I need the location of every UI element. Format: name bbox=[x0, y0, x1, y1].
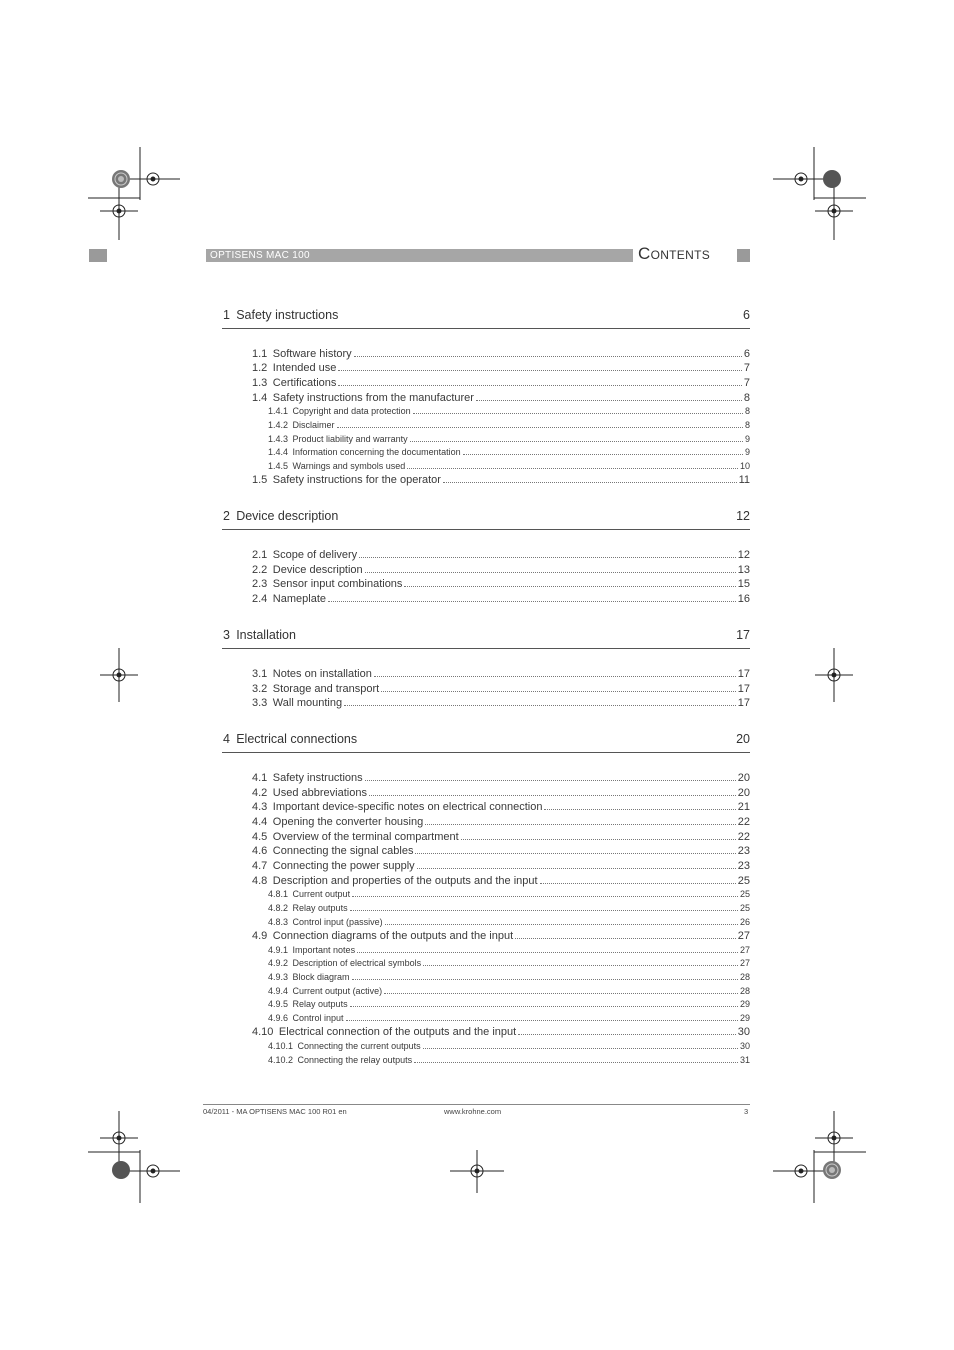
entry-title: Overview of the terminal compartment bbox=[272, 830, 459, 843]
entry-number: 3.2 bbox=[252, 682, 268, 695]
entry-title: Copyright and data protection bbox=[292, 406, 411, 417]
chapter-number: 4 bbox=[223, 732, 230, 747]
entry-number: 1.4.1 bbox=[268, 406, 289, 417]
entry-number: 4.1 bbox=[252, 771, 268, 784]
entry-title: Certifications bbox=[272, 377, 337, 390]
entry-page-number: 13 bbox=[737, 563, 750, 576]
chapter-number: 3 bbox=[223, 628, 230, 643]
entry-title: Connecting the current outputs bbox=[297, 1041, 421, 1052]
entry-number: 4.8.1 bbox=[268, 889, 289, 900]
entry-title: Relay outputs bbox=[292, 999, 348, 1010]
entry-title: Intended use bbox=[272, 362, 337, 375]
entry-title: Description and properties of the outputs and the input bbox=[272, 874, 538, 887]
entry-title: Wall mounting bbox=[272, 697, 343, 710]
entry-title: Used abbreviations bbox=[272, 786, 367, 799]
entry-number: 2.3 bbox=[252, 578, 268, 591]
entry-number: 1.4.3 bbox=[268, 433, 289, 444]
entry-page-number: 8 bbox=[744, 406, 750, 417]
entry-number: 2.2 bbox=[252, 563, 268, 576]
entry-title: Connecting the relay outputs bbox=[297, 1054, 413, 1065]
entry-number: 4.8 bbox=[252, 874, 268, 887]
entry-title: Software history bbox=[272, 347, 352, 360]
entry-page-number: 29 bbox=[739, 999, 750, 1010]
entry-page-number: 23 bbox=[737, 845, 750, 858]
entry-page-number: 21 bbox=[737, 801, 750, 814]
entry-number: 4.10.1 bbox=[268, 1041, 294, 1052]
chapter-title-text: Installation bbox=[236, 628, 296, 643]
entry-title: Relay outputs bbox=[292, 902, 348, 913]
entry-page-number: 17 bbox=[737, 697, 750, 710]
entry-page-number: 26 bbox=[739, 916, 750, 927]
entry-number: 1.2 bbox=[252, 362, 268, 375]
entry-number: 3.3 bbox=[252, 697, 268, 710]
entry-page-number: 25 bbox=[739, 889, 750, 900]
entry-number: 4.9.5 bbox=[268, 999, 289, 1010]
entry-number: 1.4 bbox=[252, 391, 268, 404]
entry-title: Current output bbox=[292, 889, 351, 900]
entry-page-number: 7 bbox=[743, 362, 750, 375]
entry-page-number: 27 bbox=[739, 958, 750, 969]
entry-page-number: 17 bbox=[737, 682, 750, 695]
entry-number: 4.10 bbox=[252, 1026, 274, 1039]
header-product-name: OPTISENS MAC 100 bbox=[210, 250, 310, 261]
entry-number: 1.1 bbox=[252, 347, 268, 360]
entry-page-number: 9 bbox=[744, 447, 750, 458]
entry-title: Notes on installation bbox=[272, 667, 372, 680]
chapter-number: 2 bbox=[223, 509, 230, 524]
entry-title: Opening the converter housing bbox=[272, 815, 424, 828]
entry-number: 4.8.3 bbox=[268, 916, 289, 927]
entry-title: Control input (passive) bbox=[292, 916, 383, 927]
entry-page-number: 6 bbox=[743, 347, 750, 360]
entry-title: Block diagram bbox=[292, 971, 350, 982]
entry-title: Product liability and warranty bbox=[292, 433, 408, 444]
chapter-title-text: Device description bbox=[236, 509, 339, 524]
entry-page-number: 10 bbox=[739, 460, 750, 471]
entry-title: Current output (active) bbox=[292, 985, 383, 996]
entry-page-number: 11 bbox=[738, 474, 750, 487]
entry-page-number: 23 bbox=[737, 860, 750, 873]
header-section-title: Contents bbox=[638, 244, 711, 263]
entry-title: Control input bbox=[292, 1012, 344, 1023]
entry-page-number: 17 bbox=[737, 667, 750, 680]
entry-number: 4.6 bbox=[252, 845, 268, 858]
entry-page-number: 25 bbox=[737, 874, 750, 887]
entry-number: 4.9 bbox=[252, 930, 268, 943]
entry-title: Connecting the power supply bbox=[272, 860, 415, 873]
entry-title: Warnings and symbols used bbox=[292, 460, 406, 471]
entry-page-number: 27 bbox=[739, 944, 750, 955]
entry-page-number: 27 bbox=[737, 930, 750, 943]
entry-number: 4.7 bbox=[252, 860, 268, 873]
entry-page-number: 8 bbox=[743, 391, 750, 404]
entry-title: Important notes bbox=[292, 944, 356, 955]
entry-page-number: 15 bbox=[737, 578, 750, 591]
entry-number: 4.3 bbox=[252, 801, 268, 814]
entry-number: 4.9.1 bbox=[268, 944, 289, 955]
entry-number: 3.1 bbox=[252, 667, 268, 680]
footer-url: www.krohne.com bbox=[444, 1107, 502, 1116]
entry-title: Nameplate bbox=[272, 593, 326, 606]
entry-page-number: 25 bbox=[739, 902, 750, 913]
entry-number: 1.4.4 bbox=[268, 447, 289, 458]
entry-title: Scope of delivery bbox=[272, 549, 358, 562]
entry-title: Storage and transport bbox=[272, 682, 380, 695]
entry-title: Important device-specific notes on electrical connection bbox=[272, 801, 543, 814]
entry-title: Information concerning the documentation bbox=[292, 447, 461, 458]
entry-page-number: 28 bbox=[739, 971, 750, 982]
entry-number: 2.4 bbox=[252, 593, 268, 606]
entry-title: Disclaimer bbox=[292, 419, 335, 430]
entry-page-number: 28 bbox=[739, 985, 750, 996]
entry-page-number: 20 bbox=[737, 786, 750, 799]
entry-number: 4.5 bbox=[252, 830, 268, 843]
chapter-page-number: 17 bbox=[736, 628, 750, 643]
entry-number: 1.5 bbox=[252, 474, 268, 487]
entry-title: Description of electrical symbols bbox=[292, 958, 422, 969]
entry-title: Sensor input combinations bbox=[272, 578, 403, 591]
entry-number: 4.2 bbox=[252, 786, 268, 799]
entry-number: 4.9.3 bbox=[268, 971, 289, 982]
chapter-title-text: Electrical connections bbox=[236, 732, 358, 747]
entry-number: 1.3 bbox=[252, 377, 268, 390]
chapter-title-text: Safety instructions bbox=[236, 308, 339, 322]
entry-number: 4.8.2 bbox=[268, 902, 289, 913]
entry-page-number: 7 bbox=[743, 377, 750, 390]
entry-title: Safety instructions from the manufacturer bbox=[272, 391, 474, 404]
entry-number: 4.10.2 bbox=[268, 1054, 294, 1065]
entry-number: 2.1 bbox=[252, 549, 268, 562]
entry-title: Safety instructions for the operator bbox=[272, 474, 441, 487]
entry-number: 1.4.2 bbox=[268, 419, 289, 430]
entry-title: Connecting the signal cables bbox=[272, 845, 414, 858]
entry-title: Safety instructions bbox=[272, 771, 363, 784]
entry-page-number: 31 bbox=[739, 1054, 750, 1065]
entry-page-number: 30 bbox=[739, 1041, 750, 1052]
entry-page-number: 9 bbox=[744, 433, 750, 444]
entry-title: Device description bbox=[272, 563, 363, 576]
entry-title: Electrical connection of the outputs and the input bbox=[278, 1026, 517, 1039]
entry-page-number: 29 bbox=[739, 1012, 750, 1023]
entry-page-number: 30 bbox=[737, 1026, 750, 1039]
entry-number: 4.4 bbox=[252, 815, 268, 828]
entry-page-number: 12 bbox=[737, 549, 750, 562]
entry-page-number: 22 bbox=[737, 830, 750, 843]
entry-page-number: 22 bbox=[737, 815, 750, 828]
chapter-number: 1 bbox=[223, 308, 230, 322]
chapter-page-number: 6 bbox=[743, 308, 750, 322]
entry-page-number: 20 bbox=[737, 771, 750, 784]
entry-title: Connection diagrams of the outputs and the input bbox=[272, 930, 514, 943]
entry-number: 1.4.5 bbox=[268, 460, 289, 471]
footer-page-number: 3 bbox=[744, 1107, 749, 1116]
entry-page-number: 8 bbox=[744, 419, 750, 430]
entry-page-number: 16 bbox=[737, 593, 750, 606]
chapter-page-number: 20 bbox=[736, 732, 750, 747]
entry-number: 4.9.2 bbox=[268, 958, 289, 969]
chapter-page-number: 12 bbox=[736, 509, 750, 524]
entry-number: 4.9.6 bbox=[268, 1012, 289, 1023]
footer-document-id: 04/2011 - MA OPTISENS MAC 100 R01 en bbox=[203, 1107, 347, 1116]
entry-number: 4.9.4 bbox=[268, 985, 289, 996]
